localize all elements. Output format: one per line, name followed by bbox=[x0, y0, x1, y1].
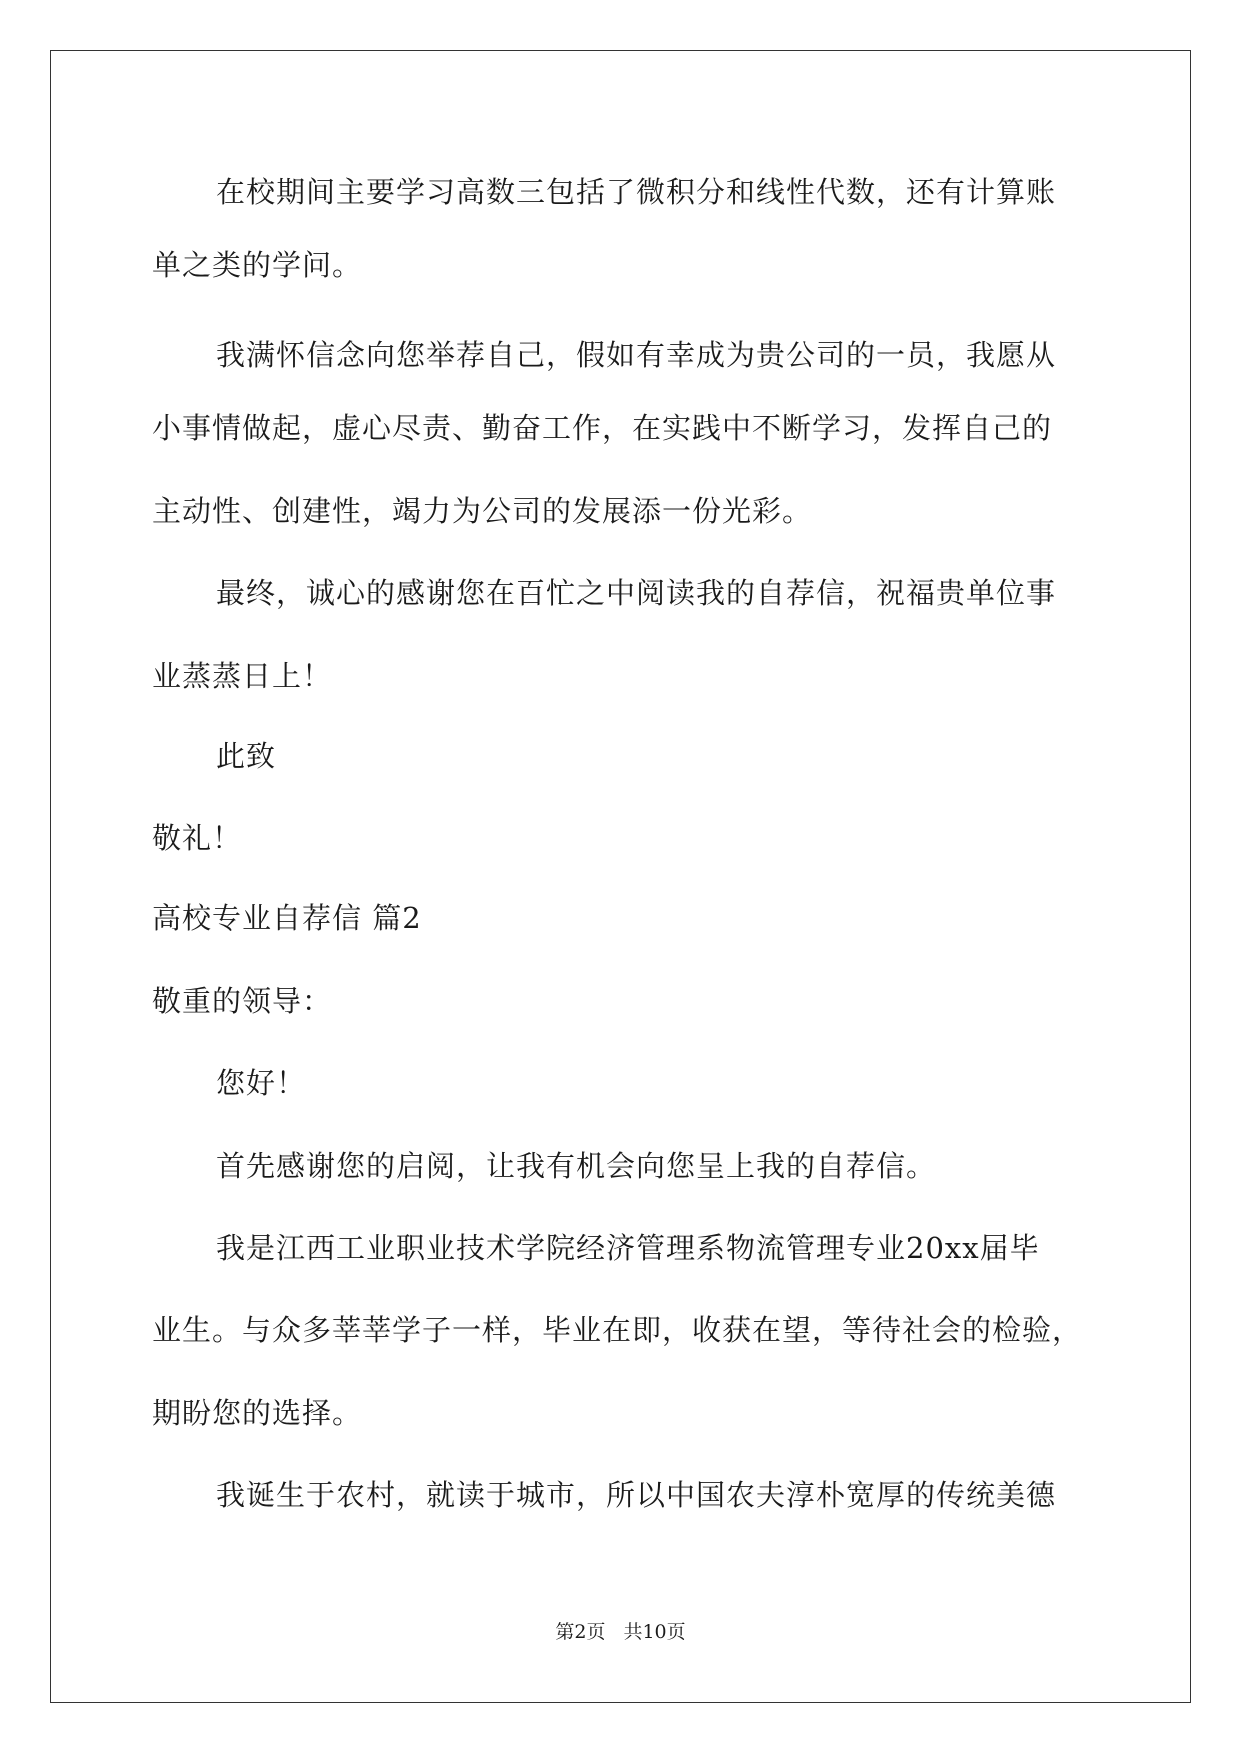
text-line: 单之类的学问。 bbox=[152, 248, 363, 282]
section-heading: 高校专业自荐信 篇2 bbox=[152, 901, 422, 935]
text-line: 首先感谢您的启阅，让我有机会向您呈上我的自荐信。 bbox=[216, 1149, 937, 1183]
page-number: 第2页 bbox=[555, 1621, 606, 1643]
page-footer bbox=[0, 1620, 1241, 1644]
text-line: 您好！ bbox=[216, 1066, 307, 1100]
text-line: 小事情做起，虚心尽责、勤奋工作，在实践中不断学习，发挥自己的 bbox=[152, 411, 1053, 445]
closing-regards: 敬礼！ bbox=[152, 821, 243, 855]
text-line: 主动性、创建性，竭力为公司的发展添一份光彩。 bbox=[152, 494, 813, 528]
text-line: 业蒸蒸日上！ bbox=[152, 659, 333, 693]
page-border bbox=[50, 50, 1191, 1703]
page-total: 共10页 bbox=[623, 1621, 686, 1643]
greeting: 敬重的领导： bbox=[152, 984, 333, 1018]
text-line: 业生。与众多莘莘学子一样，毕业在即，收获在望，等待社会的检验， bbox=[152, 1313, 1083, 1347]
text-line: 我是江西工业职业技术学院经济管理系物流管理专业20xx届毕 bbox=[216, 1231, 1040, 1265]
text-line: 最终，诚心的感谢您在百忙之中阅读我的自荐信，祝福贵单位事 bbox=[216, 576, 1057, 610]
text-line: 期盼您的选择。 bbox=[152, 1396, 363, 1430]
text-line: 在校期间主要学习高数三包括了微积分和线性代数，还有计算账 bbox=[216, 175, 1057, 209]
text-line: 我满怀信念向您举荐自己，假如有幸成为贵公司的一员，我愿从 bbox=[216, 338, 1057, 372]
text-line: 我诞生于农村，就读于城市，所以中国农夫淳朴宽厚的传统美德 bbox=[216, 1478, 1057, 1512]
closing-salutation: 此致 bbox=[216, 739, 277, 773]
